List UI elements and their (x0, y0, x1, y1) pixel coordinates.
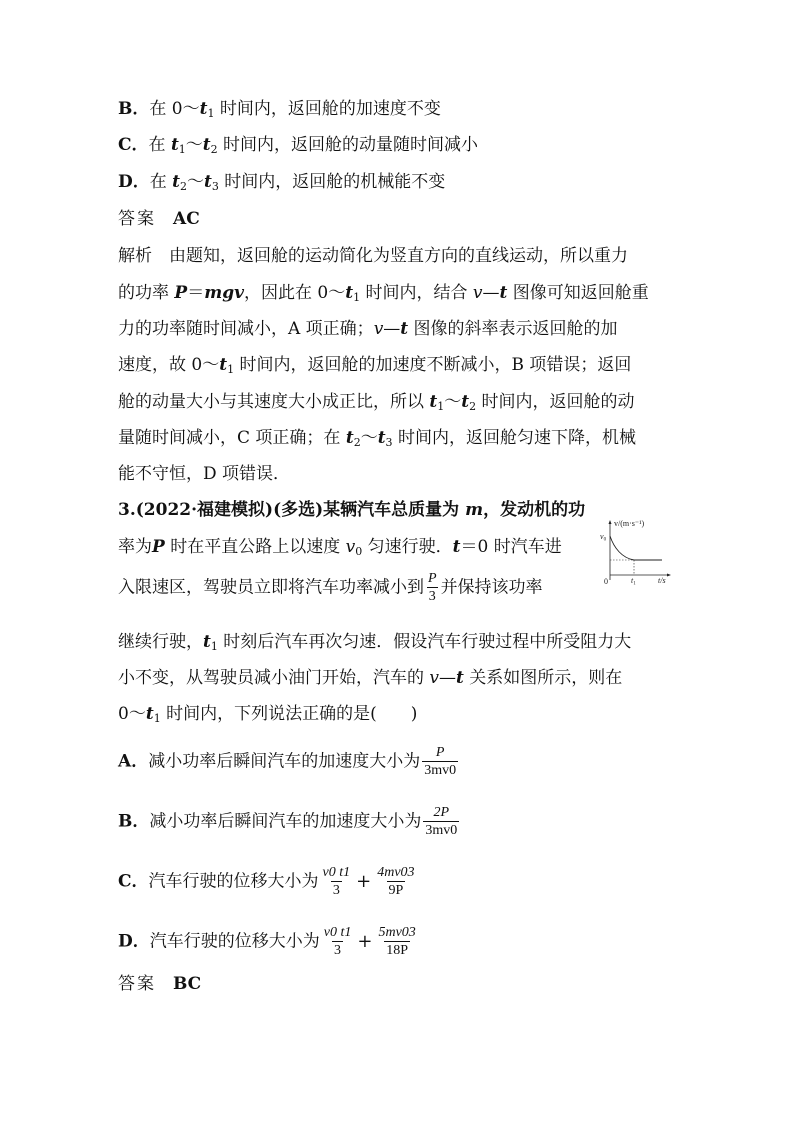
graph-y-arrow (609, 520, 612, 524)
fraction-c-2: $\frac{4mv03}{9P}$ (377, 865, 415, 898)
analysis-line-5: 舱的动量大小与其速度大小成正比，所以 $t_1\sim t_2$ 时间内，返回舱的动 (118, 392, 635, 413)
analysis-line-6: 量随时间减小，C 项正确；在 $t_2\sim t_3$ 时间内，返回舱匀速下降，机械 (118, 428, 636, 449)
analysis-line-1: 解析 由题知，返回舱的运动简化为竖直方向的直线运动，所以重力 (118, 246, 628, 266)
option-c-prev: C．在 $t_1\sim t_2$ 时间内，返回舱的动量随时间减小 (118, 135, 479, 156)
q3-line-6: $0\sim t_1$ 时间内，下列说法正确的是( ) (118, 704, 418, 725)
choice-a: A．减小功率后瞬间汽车的加速度大小为 $\frac{P}{3mv0}$ (118, 745, 457, 778)
answer-2: 答案 BC (118, 974, 202, 994)
fraction-b: $\frac{2P}{3mv0}$ (425, 805, 458, 838)
vt-graph (596, 518, 674, 586)
answer-1: 答案 AC (118, 209, 200, 229)
graph-y-label: v/(m·s⁻¹) (614, 519, 645, 528)
fraction-p-over-3: $\frac{P}{3}$ (428, 571, 437, 604)
analysis-line-4: 速度，故 $0\sim t_1$ 时间内，返回舱的加速度不断减小，B 项错误；返回 (118, 355, 632, 376)
fraction-c-1: $\frac{v0 t1}{3}$ (322, 865, 351, 898)
q3-line-2: 率为P 时在平直公路上以速度 $v_0$ 匀速行驶．t＝0 时汽车进 (118, 537, 562, 558)
q3-line-3: 入限速区，驾驶员立即将汽车功率减小到 $\frac{P}{3}$ 并保持该功率 (118, 571, 543, 604)
q3-line-5: 小不变，从驾驶员减小油门开始，汽车的 v—t 关系如图所示，则在 (118, 668, 623, 688)
fraction-d-2: $\frac{5mv03}{18P}$ (378, 925, 416, 958)
graph-origin-label: 0 (604, 577, 608, 586)
analysis-line-2: 的功率 P＝mgv，因此在 $0\sim t_1$ 时间内，结合 v—t 图像可知返回舱重 (118, 283, 649, 304)
fraction-a: $\frac{P}{3mv0}$ (424, 745, 457, 778)
analysis-line-3: 力的功率随时间减小，A 项正确；v—t 图像的斜率表示返回舱的加 (118, 319, 618, 339)
graph-v0-label: v0 (600, 532, 607, 543)
graph-x-arrow (667, 574, 671, 577)
graph-t1-label: t1 (631, 576, 636, 586)
choice-d: D．汽车行驶的位移大小为 $\frac{v0 t1}{3}$ + $\frac{5mv03}{18P}$ (118, 925, 416, 958)
q3-line-4: 继续行驶，$t_1$ 时刻后汽车再次匀速．假设汽车行驶过程中所受阻力大 (118, 632, 632, 653)
option-b-prev: B．在 $0\sim t_1$ 时间内，返回舱的加速度不变 (118, 99, 441, 120)
analysis-line-7: 能不守恒，D 项错误． (118, 464, 291, 484)
choice-b: B．减小功率后瞬间汽车的加速度大小为 $\frac{2P}{3mv0}$ (118, 805, 458, 838)
graph-curve (610, 536, 662, 560)
graph-x-label: t/s (658, 576, 666, 585)
option-d-prev: D．在 $t_2\sim t_3$ 时间内，返回舱的机械能不变 (118, 172, 446, 193)
q3-line-1: 3.(2022·福建模拟)(多选)某辆汽车总质量为 m，发动机的功 (118, 500, 586, 520)
choice-c: C．汽车行驶的位移大小为 $\frac{v0 t1}{3}$ + $\frac{4mv03}{9P}$ (118, 865, 415, 898)
fraction-d-1: $\frac{v0 t1}{3}$ (323, 925, 352, 958)
